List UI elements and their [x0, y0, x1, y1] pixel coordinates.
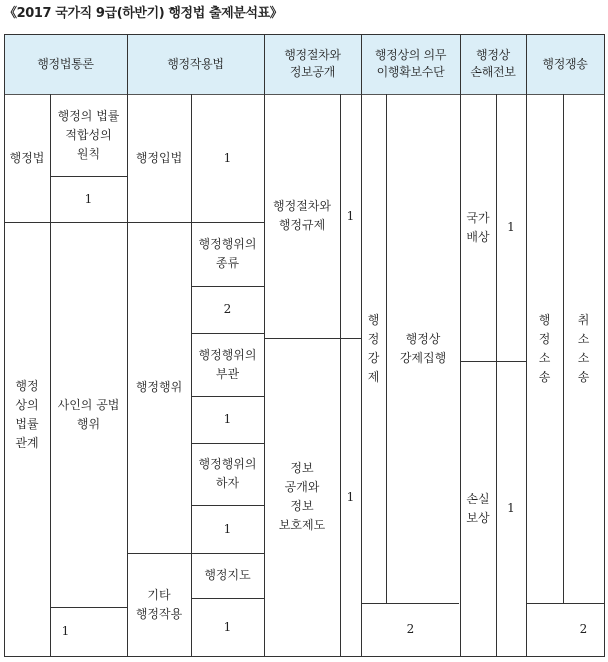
cell-coercion: 행 정 강 제	[367, 312, 380, 384]
header-compensation: 행정상 손해전보	[470, 48, 516, 79]
cell-act-types-count: 2	[223, 302, 232, 316]
cell-admin-law: 행정법	[9, 150, 45, 165]
page-title: 《2017 국가직 9급(하반기) 행정법 출제분석표》	[4, 6, 283, 21]
cell-act-defect: 행정행위의 하자	[198, 457, 257, 490]
header-litigation: 행정쟁송	[542, 56, 588, 71]
cell-act-types: 행정행위의 종류	[198, 237, 257, 270]
cell-procedure-reg-count: 1	[346, 208, 355, 223]
cell-legality-count: 1	[84, 191, 93, 206]
cell-other-action: 기타 행정작용	[135, 587, 183, 621]
cell-legislation-count: 1	[223, 150, 232, 165]
cell-procedure-reg: 행정절차와 행정규제	[273, 199, 331, 232]
cell-info-protect-count: 1	[346, 489, 355, 504]
cell-state-comp-count: 1	[507, 220, 515, 234]
cell-guidance: 행정지도	[204, 568, 251, 582]
cell-litigation-count: 2	[579, 622, 588, 636]
cell-coercive-exec: 행정상 강제집행	[399, 331, 447, 365]
cell-private-act: 사인의 공법 행위	[57, 397, 120, 431]
cell-info-protect: 정보 공개와 정보 보호제도	[278, 461, 326, 532]
cell-act-attach-count: 1	[223, 412, 232, 426]
cell-act-attach: 행정행위의 부관	[198, 347, 257, 381]
cell-legislation: 행정입법	[135, 150, 183, 165]
header-enforcement: 행정상의 의무 이행확보수단	[374, 48, 447, 79]
header-procedure: 행정절차와 정보공개	[284, 48, 341, 79]
cell-loss-comp-count: 1	[507, 501, 515, 515]
cell-legality: 행정의 법률 적합성의 원칙	[57, 108, 120, 161]
cell-act: 행정행위	[135, 380, 183, 394]
table-border-right	[604, 34, 605, 657]
cell-act-defect-count: 1	[223, 521, 232, 536]
cell-loss-comp: 손실 보상	[466, 491, 490, 525]
table-border-bottom	[4, 656, 605, 657]
cell-enforcement-count: 2	[406, 622, 415, 636]
cell-general-bottom-count: 1	[61, 624, 70, 638]
cell-state-comp: 국가 배상	[466, 210, 490, 244]
header-action-law: 행정작용법	[167, 56, 224, 71]
cell-cancel-suit: 취 소 소 송	[577, 312, 590, 384]
header-general: 행정법통론	[37, 56, 94, 71]
cell-admin-suit: 행 정 소 송	[538, 312, 551, 384]
cell-legal-relation: 행정 상의 법률 관계	[15, 378, 39, 450]
cell-guidance-count: 1	[223, 619, 232, 634]
